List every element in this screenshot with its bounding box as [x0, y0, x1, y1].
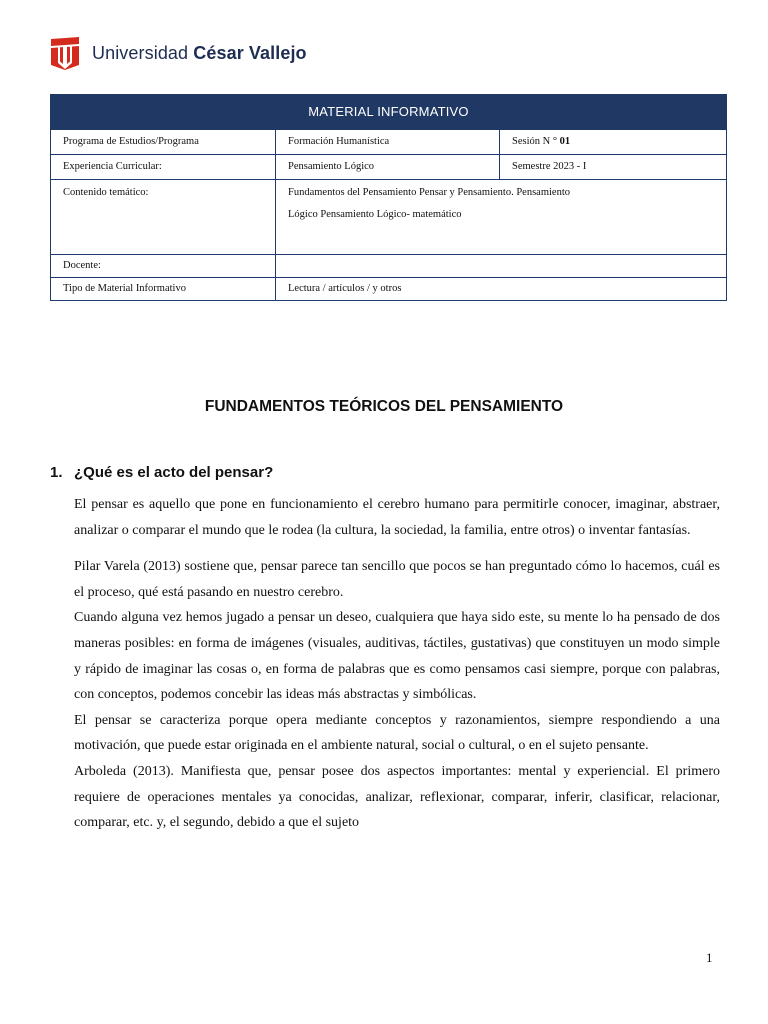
- university-name: [92, 43, 307, 64]
- program-label: Programa de Estudios/Programa: [51, 130, 276, 155]
- paragraph: Arboleda (2013). Manifiesta que, pensar posee dos aspectos importantes: mental y experiencial. El primero requiere de operaciones mentales ya conocidas, analizar, reflexionar, comparar, inferir, clasificar, relacionar, comparar, etc. y, el segundo, debido a que el sujeto: [74, 763, 720, 831]
- content-value: [276, 180, 727, 255]
- section-heading: [50, 464, 273, 481]
- section-number: 1.: [50, 464, 63, 481]
- session-label: Sesión N °: [512, 136, 560, 147]
- material-type-label: Tipo de Material Informativo: [51, 278, 276, 301]
- session-cell: [500, 130, 727, 155]
- table-title: MATERIAL INFORMATIVO: [51, 95, 727, 130]
- teacher-value: [276, 255, 727, 278]
- table-row: [51, 180, 727, 255]
- course-label: Experiencia Curricular:: [51, 155, 276, 180]
- paragraph: Cuando alguna vez hemos jugado a pensar un deseo, cualquiera que haya sido este, su mente lo ha pensado de dos maneras posibles: en forma de imágenes (visuales, auditivas, táctiles, gustativas) que constituyen un modo simple y rápido de imaginar las cosas o, en forma de palabras que es como pensamos casi siempre, porque con palabras, con conceptos, podemos concebir las ideas más abstractas y simbólicas.: [74, 610, 720, 703]
- table-row: [51, 255, 727, 278]
- material-type-value: Lectura / artículos / y otros: [276, 278, 727, 301]
- table-row: [51, 130, 727, 155]
- paragraph: El pensar se caracteriza porque opera mediante conceptos y razonamientos, siempre respondiendo a una motivación, que puede estar originada en el ambiente natural, social o cultural, o en el sujeto pensante.: [74, 712, 720, 754]
- paragraph: El pensar es aquello que pone en funcionamiento el cerebro humano para permitirle conocer, imaginar, abstraer, analizar o comparar el mundo que le rodea (la cultura, la sociedad, la familia, entre otros) o inventar fantasías.: [74, 497, 720, 538]
- course-value: Pensamiento Lógico: [276, 155, 500, 180]
- paragraph: Pilar Varela (2013) sostiene que, pensar parece tan sencillo que pocos se han preguntado cómo lo hacemos, cuál es el proceso, qué está pasando en nuestro cerebro.: [74, 559, 720, 600]
- table-row: [51, 155, 727, 180]
- program-value: Formación Humanística: [276, 130, 500, 155]
- university-name-bold: César Vallejo: [193, 42, 307, 63]
- table-header-row: [51, 95, 727, 130]
- header-logo: [50, 36, 307, 70]
- section-title: ¿Qué es el acto del pensar?: [74, 464, 274, 481]
- content-line-1: Fundamentos del Pensamiento Pensar y Pensamiento. Pensamiento: [288, 187, 571, 198]
- body-text: [74, 492, 720, 836]
- course-info-table: [50, 94, 727, 301]
- table-row: [51, 278, 727, 301]
- content-line-2: Lógico Pensamiento Lógico- matemático: [288, 209, 462, 220]
- university-shield-logo: [50, 36, 80, 70]
- content-label: Contenido temático:: [51, 180, 276, 255]
- document-title: FUNDAMENTOS TEÓRICOS DEL PENSAMIENTO: [204, 398, 564, 415]
- university-prefix: Universidad: [92, 42, 189, 63]
- page-number: 1: [706, 950, 713, 965]
- teacher-label: Docente:: [51, 255, 276, 278]
- semester-value: Semestre 2023 - I: [500, 155, 727, 180]
- session-number: 01: [559, 136, 571, 147]
